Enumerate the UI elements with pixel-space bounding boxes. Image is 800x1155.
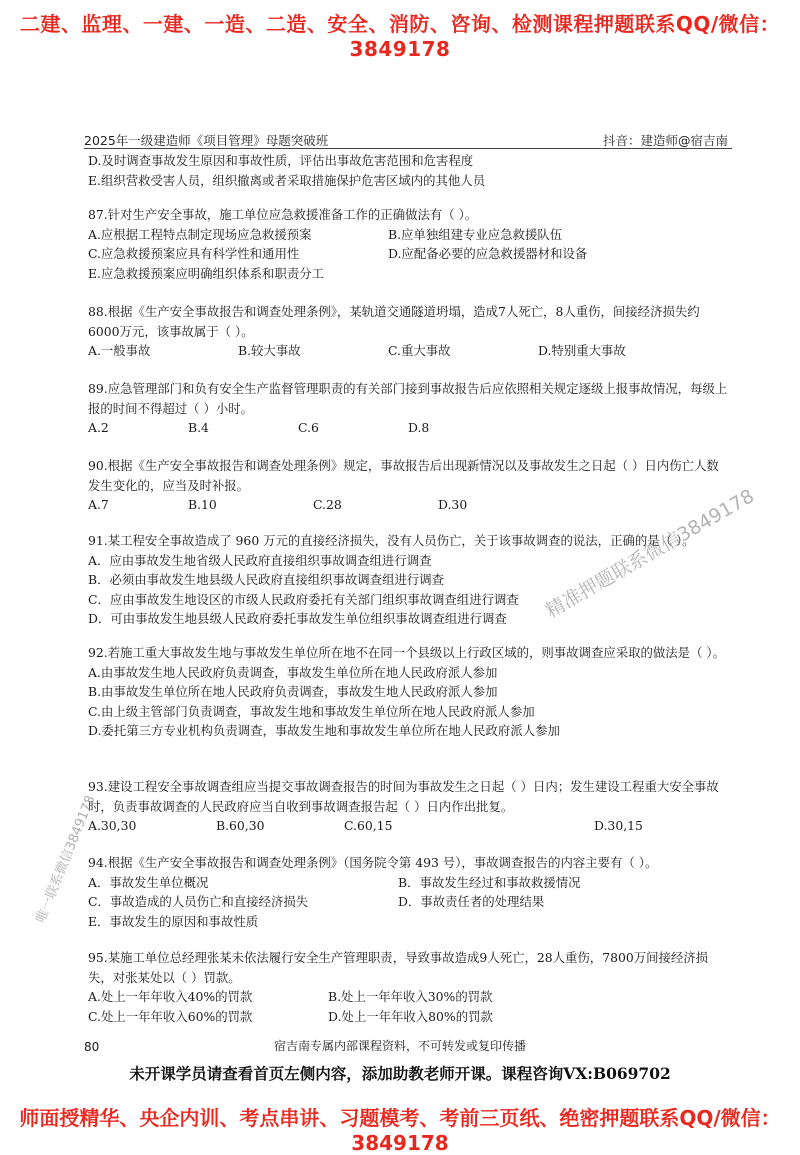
question-90 (88, 456, 728, 515)
question-88 (88, 302, 728, 361)
option: E．事故发生的原因和事故性质 (88, 913, 259, 929)
page-footer: 宿吉南专属内部课程资料，不可转发或复印传播 (273, 1039, 526, 1053)
option: D．可由事故发生地县级人民政府委托事故发生单位组织事故调查组进行调查 (88, 611, 507, 626)
option: B.处上一年年收入30%的罚款 (328, 989, 493, 1004)
option: B.4 (188, 420, 209, 435)
question-stem: 87.针对生产安全事故，施工单位应急救援准备工作的正确做法有（ ）。 (88, 207, 478, 222)
option: C.应急救援预案应具有科学性和通用性 (88, 246, 300, 261)
question-stem: 92.若施工重大事故发生地与事故发生单位所在地不在同一个县级以上行政区域的，则事故调查应采取的做法是（ ）。 (88, 645, 725, 660)
question-stem: 93.建设工程安全事故调查组应当提交事故调查报告的时间为事故发生之日起（ ）日内；发生建设工程重大安全事故时，负责事故调查的人民政府应当自收到事故调查报告起（ ）日内作出批复。 (88, 779, 719, 814)
top-promo-banner: 二建、监理、一建、一造、二造、安全、消防、咨询、检测课程押题联系QQ/微信：3849178 (19, 12, 781, 61)
option: C.6 (298, 420, 319, 435)
option: E.应急救援预案应明确组织体系和职责分工 (88, 265, 325, 281)
option: C.60,15 (344, 818, 393, 833)
option: C．事故造成的人员伤亡和直接经济损失 (88, 894, 309, 909)
page-number: 80 (84, 1040, 100, 1054)
option: A．事故发生单位概况 (88, 874, 209, 890)
option: D.8 (408, 420, 430, 435)
option: C.重大事故 (388, 343, 451, 358)
question-89 (88, 379, 728, 438)
question-93 (88, 777, 728, 836)
diagonal-watermark: 精准押题联系微信3849178 (542, 485, 758, 623)
carryover-options (88, 151, 728, 190)
option: A.由事故发生地人民政府负责调查，事故发生单位所在地人民政府派人参加 (88, 664, 498, 680)
option: C.处上一年年收入60%的罚款 (88, 1008, 253, 1024)
option: A.处上一年年收入40%的罚款 (88, 989, 253, 1004)
question-95 (88, 948, 728, 1026)
option: B.较大事故 (238, 343, 301, 358)
option: B.由事故发生单位所在地人民政府负责调查，事故发生地人民政府派人参加 (88, 684, 498, 699)
option: D.特别重大事故 (538, 343, 626, 358)
option: D.委托第三方专业机构负责调查，事故发生地和事故发生单位所在地人民政府派人参加 (88, 723, 560, 738)
option: D.30 (438, 497, 468, 512)
option: C.由上级主管部门负责调查，事故发生地和事故发生单位所在地人民政府派人参加 (88, 703, 535, 719)
option: A.30,30 (88, 818, 137, 833)
option: E.组织营救受害人员，组织撤离或者采取措施保护危害区域内的其他人员 (88, 172, 486, 188)
question-stem: 91.某工程安全事故造成了 960 万元的直接经济损失，没有人员伤亡，关于该事故调查的说法，正确的是（ ）。 (88, 533, 695, 548)
option: B.应单独组建专业应急救援队伍 (388, 226, 563, 242)
question-stem: 88.根据《生产安全事故报告和调查处理条例》，某轨道交通隧道坍塌，造成7人死亡，8人重伤，间接经济损失约6000万元，该事故属于（ ）。 (88, 304, 700, 339)
option: B．事故发生经过和事故救援情况 (398, 874, 581, 890)
question-94 (88, 853, 728, 931)
question-87 (88, 205, 728, 283)
question-stem: 89.应急管理部门和负有安全生产监督管理职责的有关部门接到事故报告后应依照相关规定逐级上报事故情况，每级上报的时间不得超过（ ）小时。 (88, 381, 728, 416)
header-rule (84, 148, 732, 149)
option: D.应配备必要的应急救援器材和设备 (388, 246, 588, 261)
question-92 (88, 643, 728, 741)
question-stem: 94.根据《生产安全事故报告和调查处理条例》（国务院令第 493 号），事故调查报告的内容主要有（ ）。 (88, 855, 658, 870)
option: D.及时调查事故发生原因和事故性质，评估出事故危害范围和危害程度 (88, 153, 474, 168)
option: D.30,15 (594, 818, 643, 833)
option: B.10 (188, 497, 217, 512)
option: D.处上一年年收入80%的罚款 (328, 1008, 493, 1024)
option: A.一般事故 (88, 343, 151, 358)
question-stem: 95.某施工单位总经理张某未依法履行安全生产管理职责，导致事故造成9人死亡，28人重伤，7800万间接经济损失，对张某处以（ ）罚款。 (88, 950, 709, 985)
option: A.7 (88, 497, 109, 512)
bottom-promo-banner: 师面授精华、央企内训、考点串讲、习题模考、考前三页纸、绝密押题联系QQ/微信：3849178 (19, 1106, 781, 1155)
option: A.应根据工程特点制定现场应急救援预案 (88, 226, 312, 242)
question-stem: 90.根据《生产安全事故报告和调查处理条例》规定，事故报告后出现新情况以及事故发生之日起（ ）日内伤亡人数发生变化的，应当及时补报。 (88, 458, 719, 493)
option: C．应由事故发生地设区的市级人民政府委托有关部门组织事故调查组进行调查 (88, 591, 519, 607)
option: A.2 (88, 420, 109, 435)
running-header-title: 2025年一级建造师《项目管理》母题突破班 (84, 133, 329, 148)
course-notice: 未开课学员请查看首页左侧内容，添加助教老师开课。课程咨询VX:B069702 (129, 1064, 671, 1083)
option: A．应由事故发生地省级人民政府直接组织事故调查组进行调查 (88, 552, 432, 568)
running-header-author: 抖音：建造师@宿吉南 (602, 133, 728, 148)
option: B.60,30 (216, 818, 265, 833)
option: D．事故责任者的处理结果 (398, 894, 545, 909)
side-watermark: 唯一联系微信3849178 (33, 793, 99, 926)
option: C.28 (313, 497, 342, 512)
option: B．必须由事故发生地县级人民政府直接组织事故调查组进行调查 (88, 572, 445, 587)
